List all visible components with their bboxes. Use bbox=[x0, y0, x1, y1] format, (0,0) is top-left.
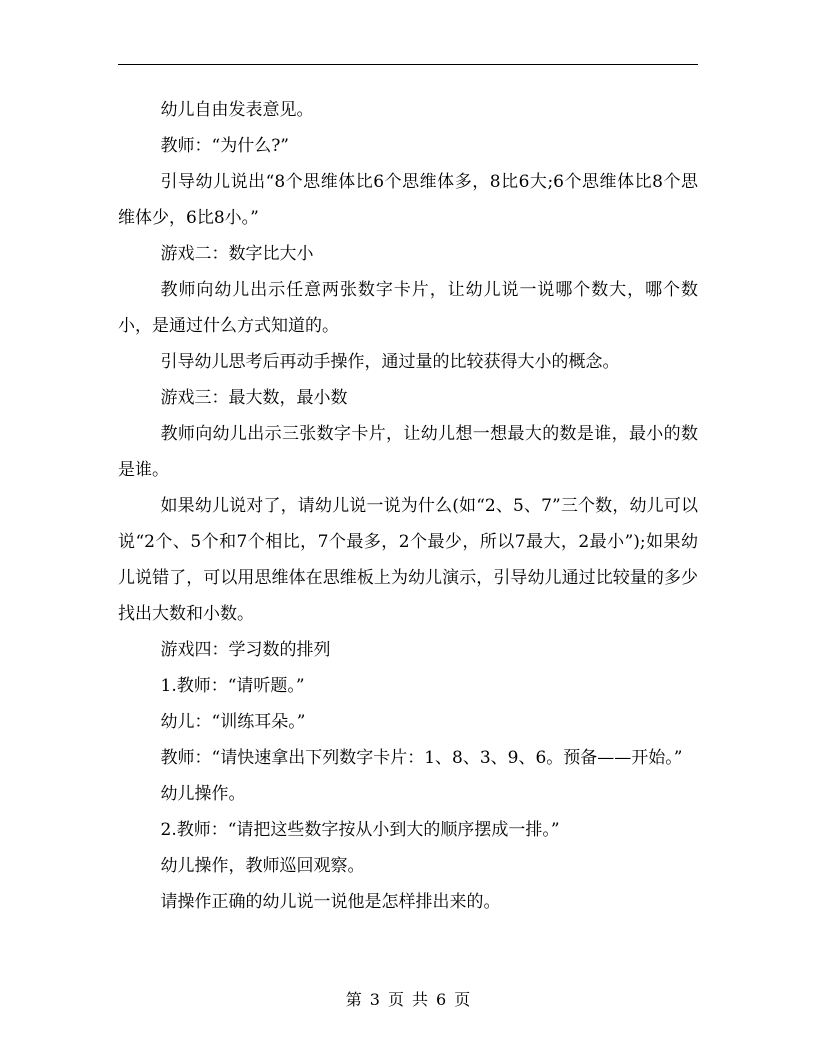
total-page-count: 6 bbox=[436, 990, 447, 1009]
paragraph: 教师向幼儿出示三张数字卡片，让幼儿想一想最大的数是谁，最小的数是谁。 bbox=[118, 424, 698, 480]
current-page-number: 3 bbox=[369, 990, 380, 1009]
paragraph: 幼儿：“训练耳朵。” bbox=[160, 712, 306, 732]
footer-prefix: 第 bbox=[345, 990, 362, 1009]
header-rule bbox=[118, 64, 698, 65]
paragraph: 如果幼儿说对了，请幼儿说一说为什么(如“2、5、7”三个数，幼儿可以说“2个、5个和7个相比，7个最多，2个最少，所以7最大，2最小”);如果幼儿说错了，可以用思维体在思维板上为幼儿演示，引导幼儿通过比较量的多少找出大数和小数。 bbox=[118, 496, 698, 624]
paragraph: 1.教师：“请听题。” bbox=[160, 676, 305, 696]
paragraph: 教师：“为什么?” bbox=[160, 136, 289, 156]
paragraph: 引导幼儿说出“8个思维体比6个思维体多，8比6大;6个思维体比8个思维体少，6比8小。” bbox=[118, 172, 698, 228]
footer-page-word: 页 bbox=[387, 990, 404, 1009]
paragraph: 幼儿自由发表意见。 bbox=[160, 100, 314, 120]
paragraph: 幼儿操作，教师巡回观察。 bbox=[160, 856, 365, 876]
paragraph: 请操作正确的幼儿说一说他是怎样排出来的。 bbox=[160, 892, 501, 912]
footer-total-prefix: 共 bbox=[412, 990, 429, 1009]
paragraph: 幼儿操作。 bbox=[160, 784, 246, 804]
paragraph: 教师向幼儿出示任意两张数字卡片，让幼儿说一说哪个数大，哪个数小，是通过什么方式知道的。 bbox=[118, 280, 698, 336]
paragraph: 教师：“请快速拿出下列数字卡片：1、8、3、9、6。预备——开始。” bbox=[160, 748, 683, 768]
page-footer bbox=[0, 987, 816, 1010]
section-heading: 游戏二：数字比大小 bbox=[160, 244, 314, 264]
document-body bbox=[118, 92, 698, 920]
section-heading: 游戏三：最大数，最小数 bbox=[160, 388, 348, 408]
paragraph: 引导幼儿思考后再动手操作，通过量的比较获得大小的概念。 bbox=[160, 352, 620, 372]
section-heading: 游戏四：学习数的排列 bbox=[160, 640, 331, 660]
paragraph: 2.教师：“请把这些数字按从小到大的顺序摆成一排。” bbox=[160, 820, 560, 840]
footer-suffix: 页 bbox=[454, 990, 471, 1009]
